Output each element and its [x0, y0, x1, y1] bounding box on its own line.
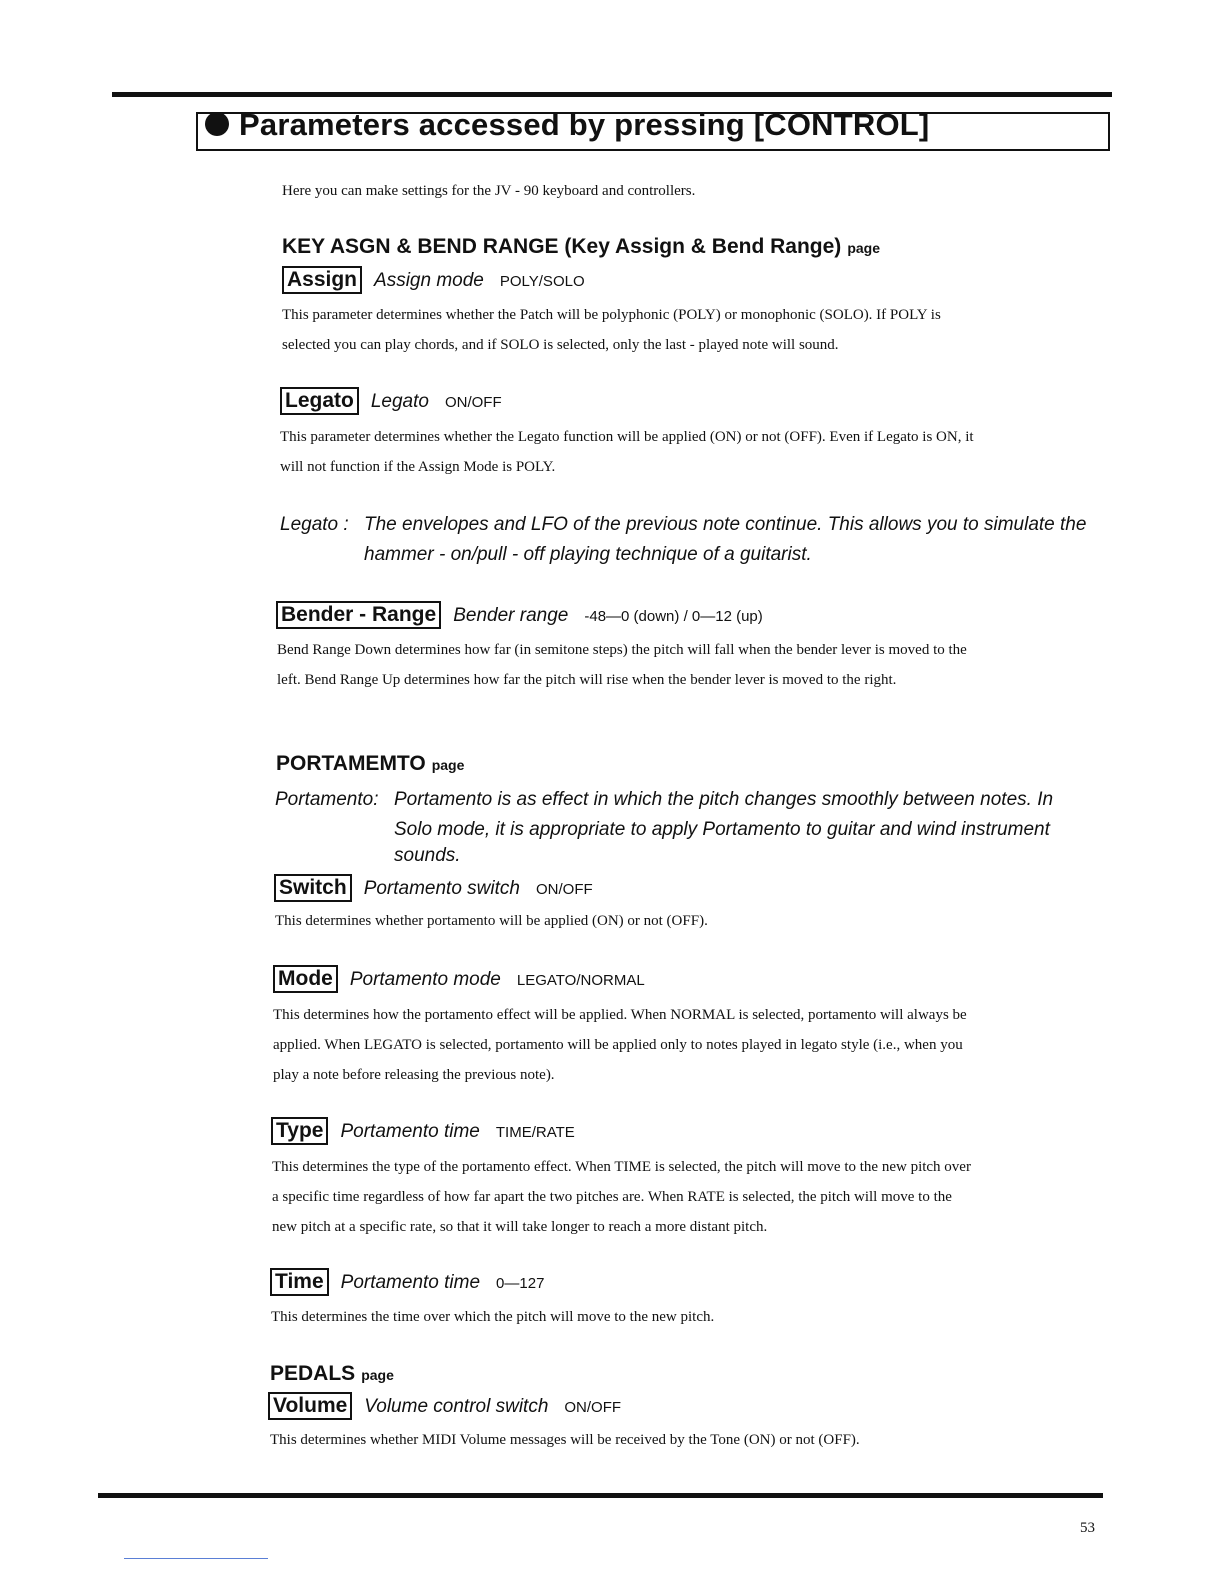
desc-line: selected you can play chords, and if SOLO is selected, only the last - played note will sound.: [282, 337, 839, 353]
note-line: Portamento is as effect in which the pitch changes smoothly between notes. In: [394, 789, 1054, 810]
section-page-label: page: [431, 757, 465, 773]
intro-text: Here you can make settings for the JV - 90 keyboard and controllers.: [282, 183, 696, 199]
note-line: sounds.: [394, 845, 461, 866]
param-range: ON/OFF: [564, 1399, 622, 1416]
section-page-label: page: [361, 1367, 394, 1383]
param-bender-range: [276, 601, 763, 629]
param-assign: [282, 266, 585, 294]
param-time: [270, 1268, 544, 1296]
param-description-bender-range: [277, 635, 1112, 695]
param-volume: [268, 1392, 621, 1420]
desc-line: This parameter determines whether the Legato function will be applied (ON) or not (OFF). Even if Legato is ON, it: [280, 429, 974, 445]
param-switch: [274, 874, 593, 902]
param-box-bender-range: Bender - Range: [276, 601, 441, 629]
param-type: [271, 1117, 575, 1145]
section-heading-portamento: [276, 752, 464, 776]
desc-line: This determines how the portamento effect will be applied. When NORMAL is selected, portamento will always be: [273, 1007, 967, 1023]
param-box-time: Time: [270, 1268, 329, 1296]
desc-line: This parameter determines whether the Patch will be polyphonic (POLY) or monophonic (SOLO). If POLY is: [282, 307, 941, 323]
desc-line: applied. When LEGATO is selected, portamento will be applied only to notes played in legato style (i.e., when you: [273, 1037, 963, 1053]
note-line: The envelopes and LFO of the previous note continue. This allows you to simulate the: [364, 514, 1087, 535]
section-title: PORTAMEMTO: [276, 752, 426, 775]
param-description-switch: [275, 906, 1110, 936]
section-title: KEY ASGN & BEND RANGE (Key Assign & Bend Range): [282, 235, 842, 258]
param-range: TIME/RATE: [495, 1124, 575, 1141]
param-range: ON/OFF: [444, 394, 502, 411]
page-title-text: Parameters accessed by pressing [CONTROL]: [239, 107, 930, 142]
param-description-mode: [273, 1000, 1113, 1090]
footer-line: [124, 1558, 268, 1559]
param-name: Assign mode: [374, 270, 484, 291]
param-name: Bender range: [453, 605, 569, 626]
param-name: Portamento mode: [349, 969, 501, 990]
param-name: Portamento time: [340, 1121, 480, 1142]
note-legato: [364, 510, 1114, 570]
param-box-switch: Switch: [274, 874, 352, 902]
desc-line: new pitch at a specific rate, so that it will take longer to reach a more distant pitch.: [272, 1219, 768, 1235]
param-box-mode: Mode: [273, 965, 338, 993]
param-description-assign: [282, 300, 1112, 360]
param-range: 0—127: [496, 1275, 545, 1292]
note-portamento: [394, 785, 1114, 867]
desc-line: This determines whether MIDI Volume messages will be received by the Tone (ON) or not (OFF).: [270, 1432, 860, 1448]
note-line: hammer - on/pull - off playing technique of a guitarist.: [364, 544, 812, 565]
note-portamento-label: Portamento:: [275, 789, 379, 810]
param-description-type: [272, 1152, 1112, 1242]
param-legato: [280, 387, 502, 415]
bottom-rule: [98, 1493, 1103, 1498]
desc-line: This determines whether portamento will be applied (ON) or not (OFF).: [275, 913, 708, 929]
param-range: -48—0 (down) / 0—12 (up): [584, 608, 763, 625]
param-description-time: [271, 1302, 1111, 1332]
param-range: POLY/SOLO: [499, 273, 585, 290]
section-title: PEDALS: [270, 1362, 356, 1385]
note-line: Solo mode, it is appropriate to apply Portamento to guitar and wind instrument: [394, 819, 1050, 840]
section-page-label: page: [847, 240, 880, 256]
desc-line: left. Bend Range Up determines how far the pitch will rise when the bender lever is moved to the right.: [277, 672, 897, 688]
param-box-type: Type: [271, 1117, 328, 1145]
bullet-icon: [205, 112, 229, 136]
param-name: Portamento switch: [363, 878, 520, 899]
param-box-legato: Legato: [280, 387, 359, 415]
param-box-volume: Volume: [268, 1392, 352, 1420]
top-rule: [112, 92, 1112, 97]
param-range: LEGATO/NORMAL: [516, 972, 645, 989]
desc-line: Bend Range Down determines how far (in semitone steps) the pitch will fall when the bender lever is moved to the: [277, 642, 967, 658]
page-number: 53: [1080, 1520, 1095, 1536]
section-heading-pedals: [270, 1362, 394, 1386]
param-name: Legato: [370, 391, 429, 412]
param-name: Portamento time: [340, 1272, 481, 1293]
desc-line: will not function if the Assign Mode is POLY.: [280, 459, 556, 475]
desc-line: This determines the type of the portamento effect. When TIME is selected, the pitch will move to the new pitch over: [272, 1159, 971, 1175]
param-mode: [273, 965, 645, 993]
param-description-volume: [270, 1425, 1110, 1455]
param-box-assign: Assign: [282, 266, 362, 294]
note-legato-label: Legato :: [280, 514, 349, 535]
param-description-legato: [280, 422, 1110, 482]
page-title: [205, 107, 929, 143]
param-name: Volume control switch: [364, 1396, 549, 1417]
desc-line: play a note before releasing the previous note).: [273, 1067, 555, 1083]
desc-line: This determines the time over which the pitch will move to the new pitch.: [271, 1309, 715, 1325]
title-underline: [196, 149, 1110, 151]
desc-line: a specific time regardless of how far apart the two pitches are. When RATE is selected, the pitch will move to the: [272, 1189, 952, 1205]
param-range: ON/OFF: [535, 881, 593, 898]
section-heading-key-asgn: [282, 235, 880, 259]
